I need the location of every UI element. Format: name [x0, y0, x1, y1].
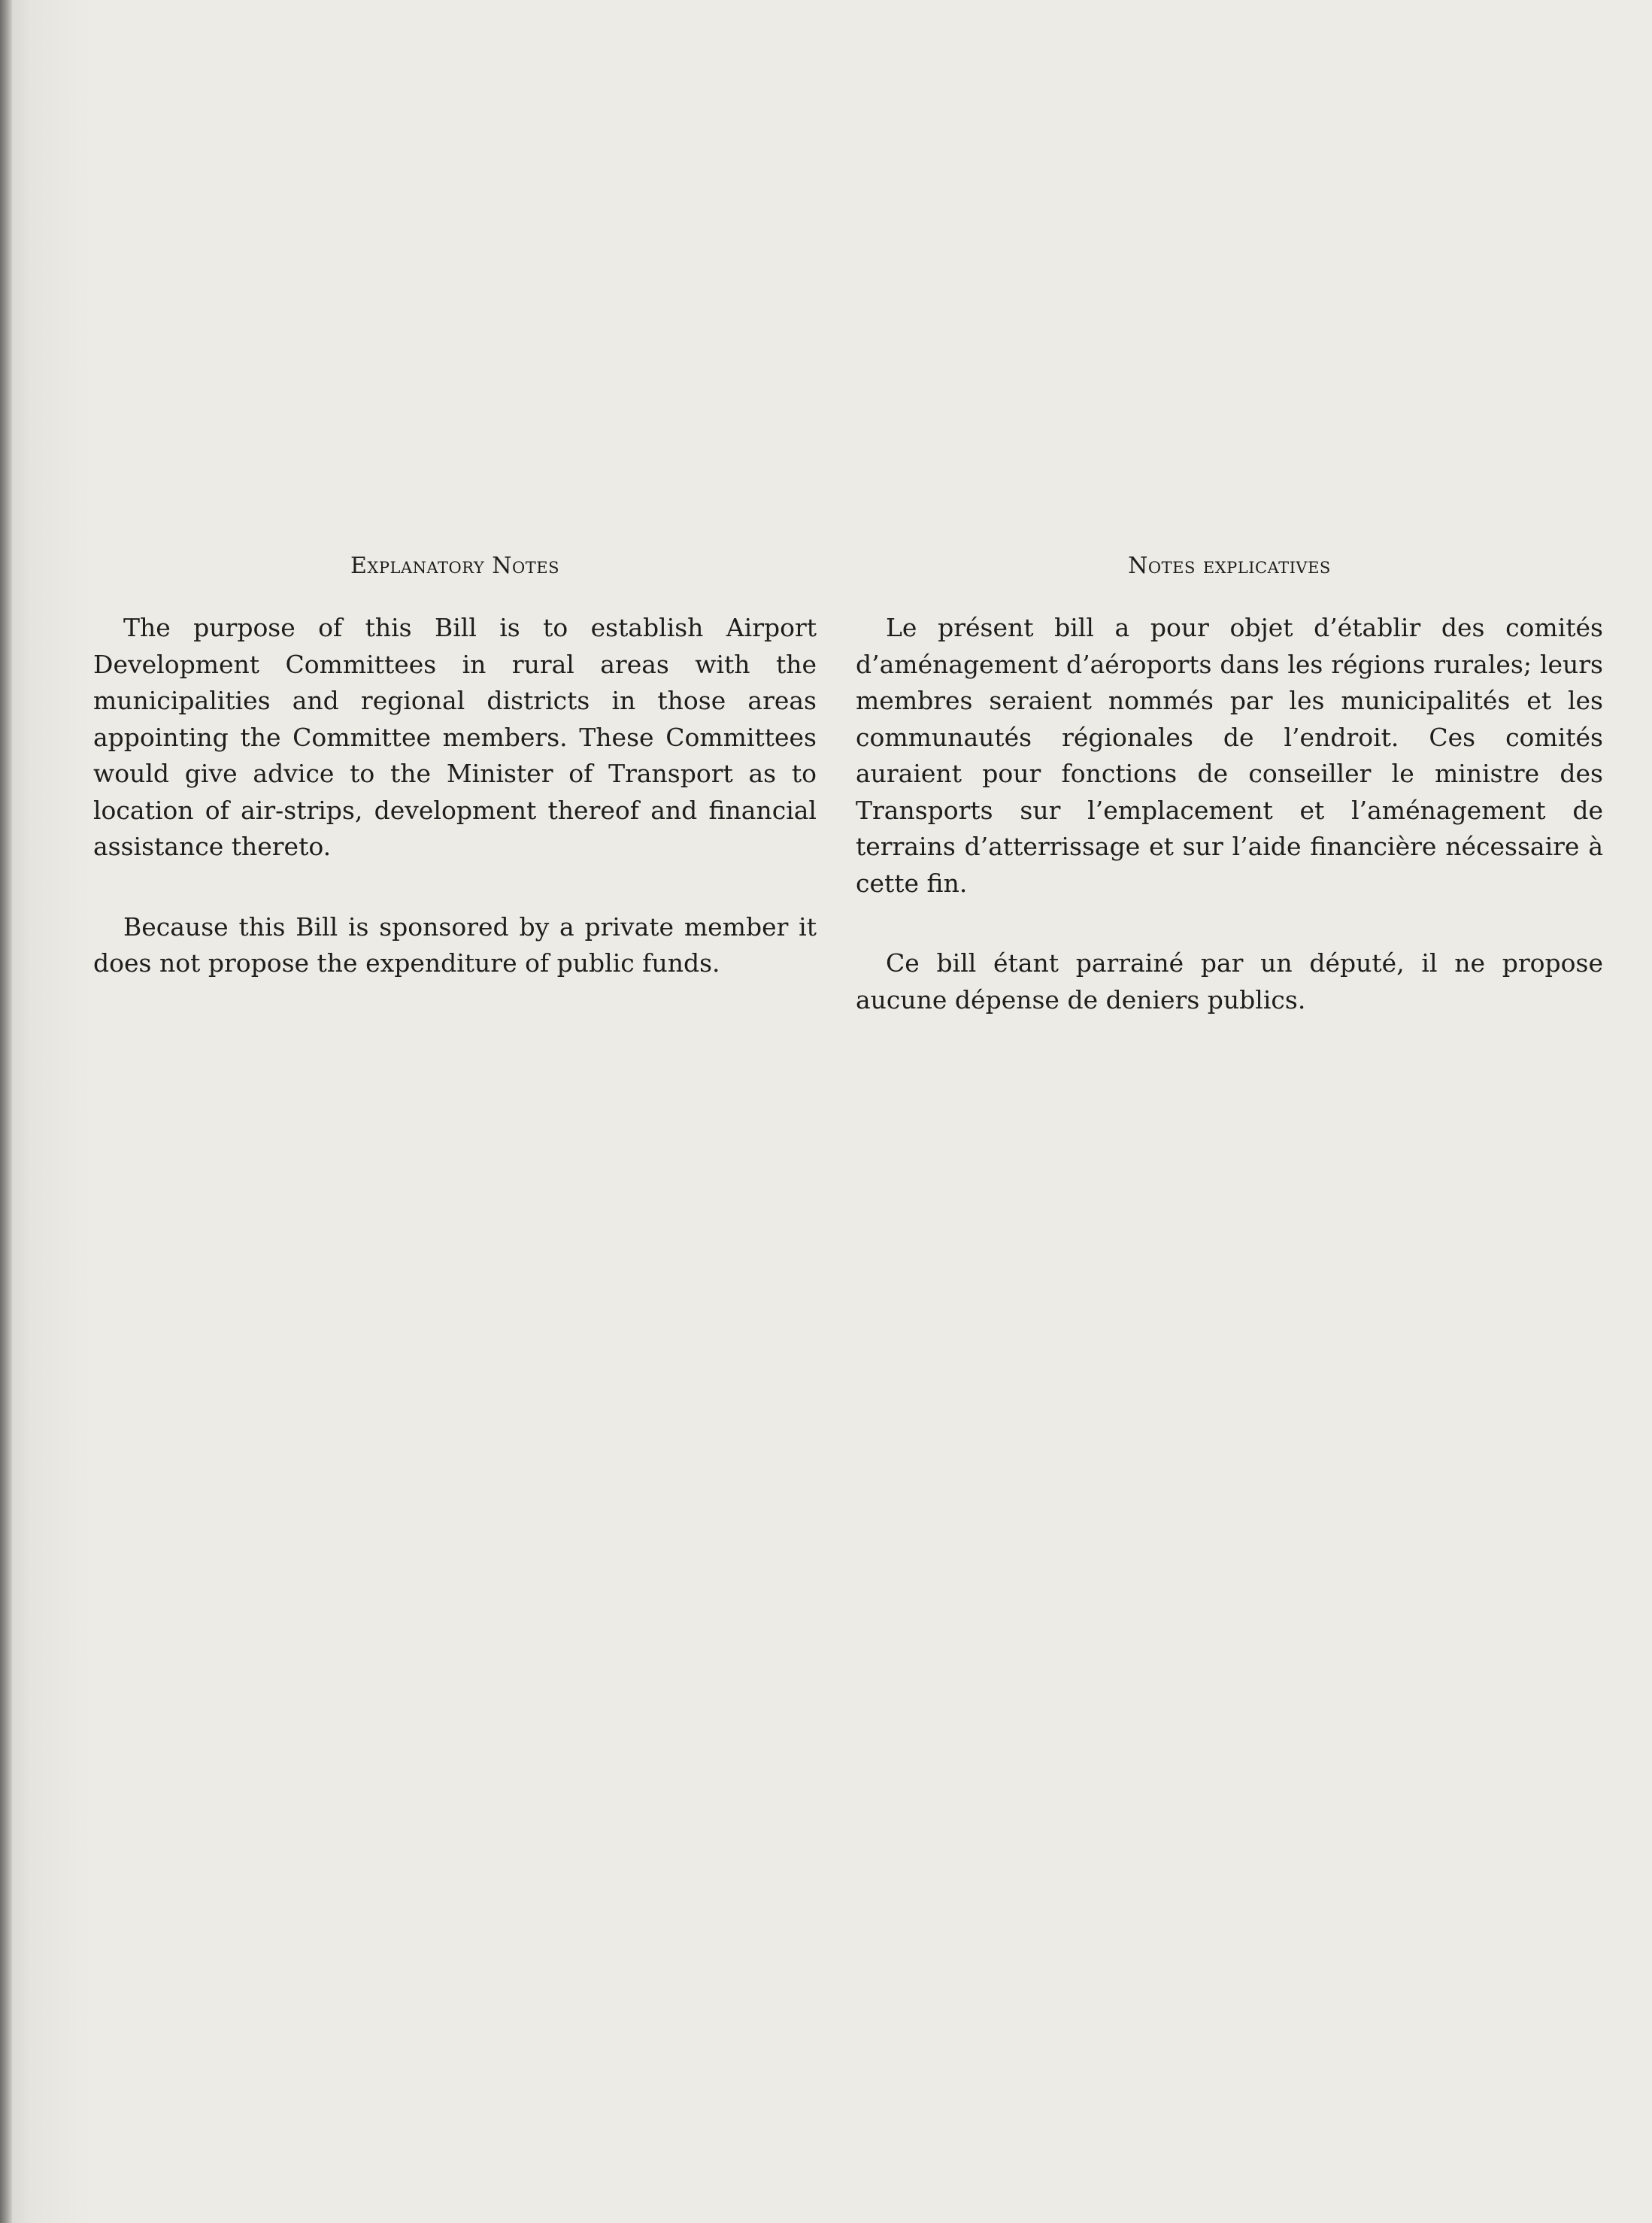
french-notes-column — [856, 553, 1603, 1018]
french-paragraph-purpose: Le présent bill a pour objet d’établir des comités d’aménagement d’aéroports dans les régions rurales; leurs membres seraient nommés par les municipalités et les communautés régionales de l’endroit. Ces comités auraient pour fonctions de conseiller le ministre des Transports sur l’emplacement et l’aménagement de terrains d’atterrissage et sur l’aide financière nécessaire à cette fin. — [856, 613, 1603, 898]
english-heading: Explanatory Notes — [350, 553, 559, 579]
french-heading: Notes explicatives — [1128, 553, 1331, 579]
binding-edge — [0, 0, 12, 2223]
english-notes-column — [93, 553, 817, 982]
french-paragraph-funding: Ce bill étant parrainé par un député, il ne propose aucune dépense de deniers publics. — [856, 948, 1603, 1014]
paragraph-gap — [856, 902, 1603, 945]
english-paragraph-funding: Because this Bill is sponsored by a private member it does not propose the expenditure of public funds. — [93, 911, 817, 978]
paragraph-gap — [93, 866, 817, 909]
english-paragraph-purpose: The purpose of this Bill is to establish Airport Development Committees in rural areas with the municipalities and regional districts in those areas appointing the Committee members. These Committees would give advice to the Minister of Transport as to location of air-strips, development thereof and financial assistance thereto. — [93, 613, 817, 861]
